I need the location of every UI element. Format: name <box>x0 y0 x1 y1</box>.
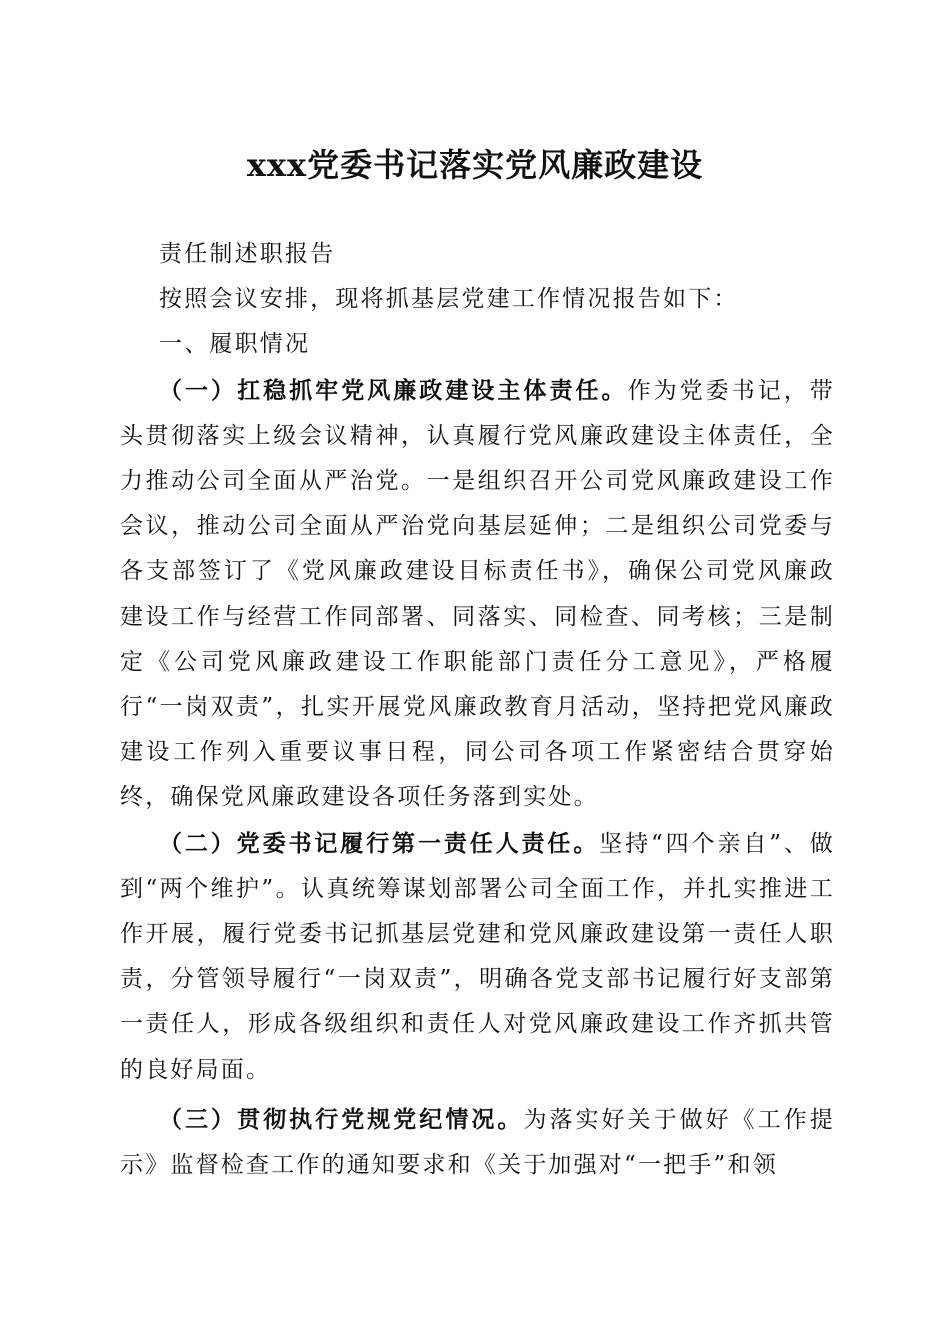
paragraph-3-text: 为落实好关于做好《工作提示》监督检查工作的通知要求和《关于加强对“一把手”和领 <box>120 1106 835 1179</box>
subtitle-line: 责任制述职报告 <box>159 241 336 267</box>
paragraph-1-text: 作为党委书记，带头贯彻落实上级会议精神，认真履行党风廉政建设主体责任，全力推动公司全面从严治党。一是组织召开公司党风廉政建设工作会议，推动公司全面从严治党向基层延伸；二是组织公司党委与各支部签订了《党风廉政建设目标责任书》，确保公司党风廉政建设工作与经营工作同部署、同落实、同检查、同考核；三是制定《公司党风廉政建设工作职能部门责任分工意见》，严格履行“一岗双责”，扎实开展党风廉政教育月活动，坚持把党风廉政建设工作列入重要议事日程，同公司各项工作紧密结合贯穿始终，确保党风廉政建设各项任务落到实处。 <box>120 377 835 811</box>
paragraph-2-text: 坚持“四个亲自”、做到“两个维护”。认真统筹谋划部署公司全面工作，并扎实推进工作开展，履行党委书记抓基层党建和党风廉政建设第一责任人职责，分管领导履行“一岗双责”，明确各党支部书记履行好支部第一责任人，形成各级组织和责任人对党风廉政建设工作齐抓共管的良好局面。 <box>120 830 835 1083</box>
paragraph-1-heading: （一）扛稳抓牢党风廉政建设主体责任。 <box>159 376 628 404</box>
paragraph-2-heading: （二）党委书记履行第一责任人责任。 <box>159 829 600 857</box>
paragraph-2 <box>120 821 835 1093</box>
section-heading: 一、履职情况 <box>159 331 311 358</box>
paragraph-3-heading: （三）贯彻执行党规党纪情况。 <box>159 1105 524 1133</box>
paragraph-3 <box>120 1097 835 1188</box>
document-body <box>120 232 835 1188</box>
document-title: xxx党委书记落实党风廉政建设 <box>246 146 704 184</box>
paragraph-1 <box>120 368 835 821</box>
intro-paragraph: 按照会议安排，现将抓基层党建工作情况报告如下： <box>159 286 739 313</box>
